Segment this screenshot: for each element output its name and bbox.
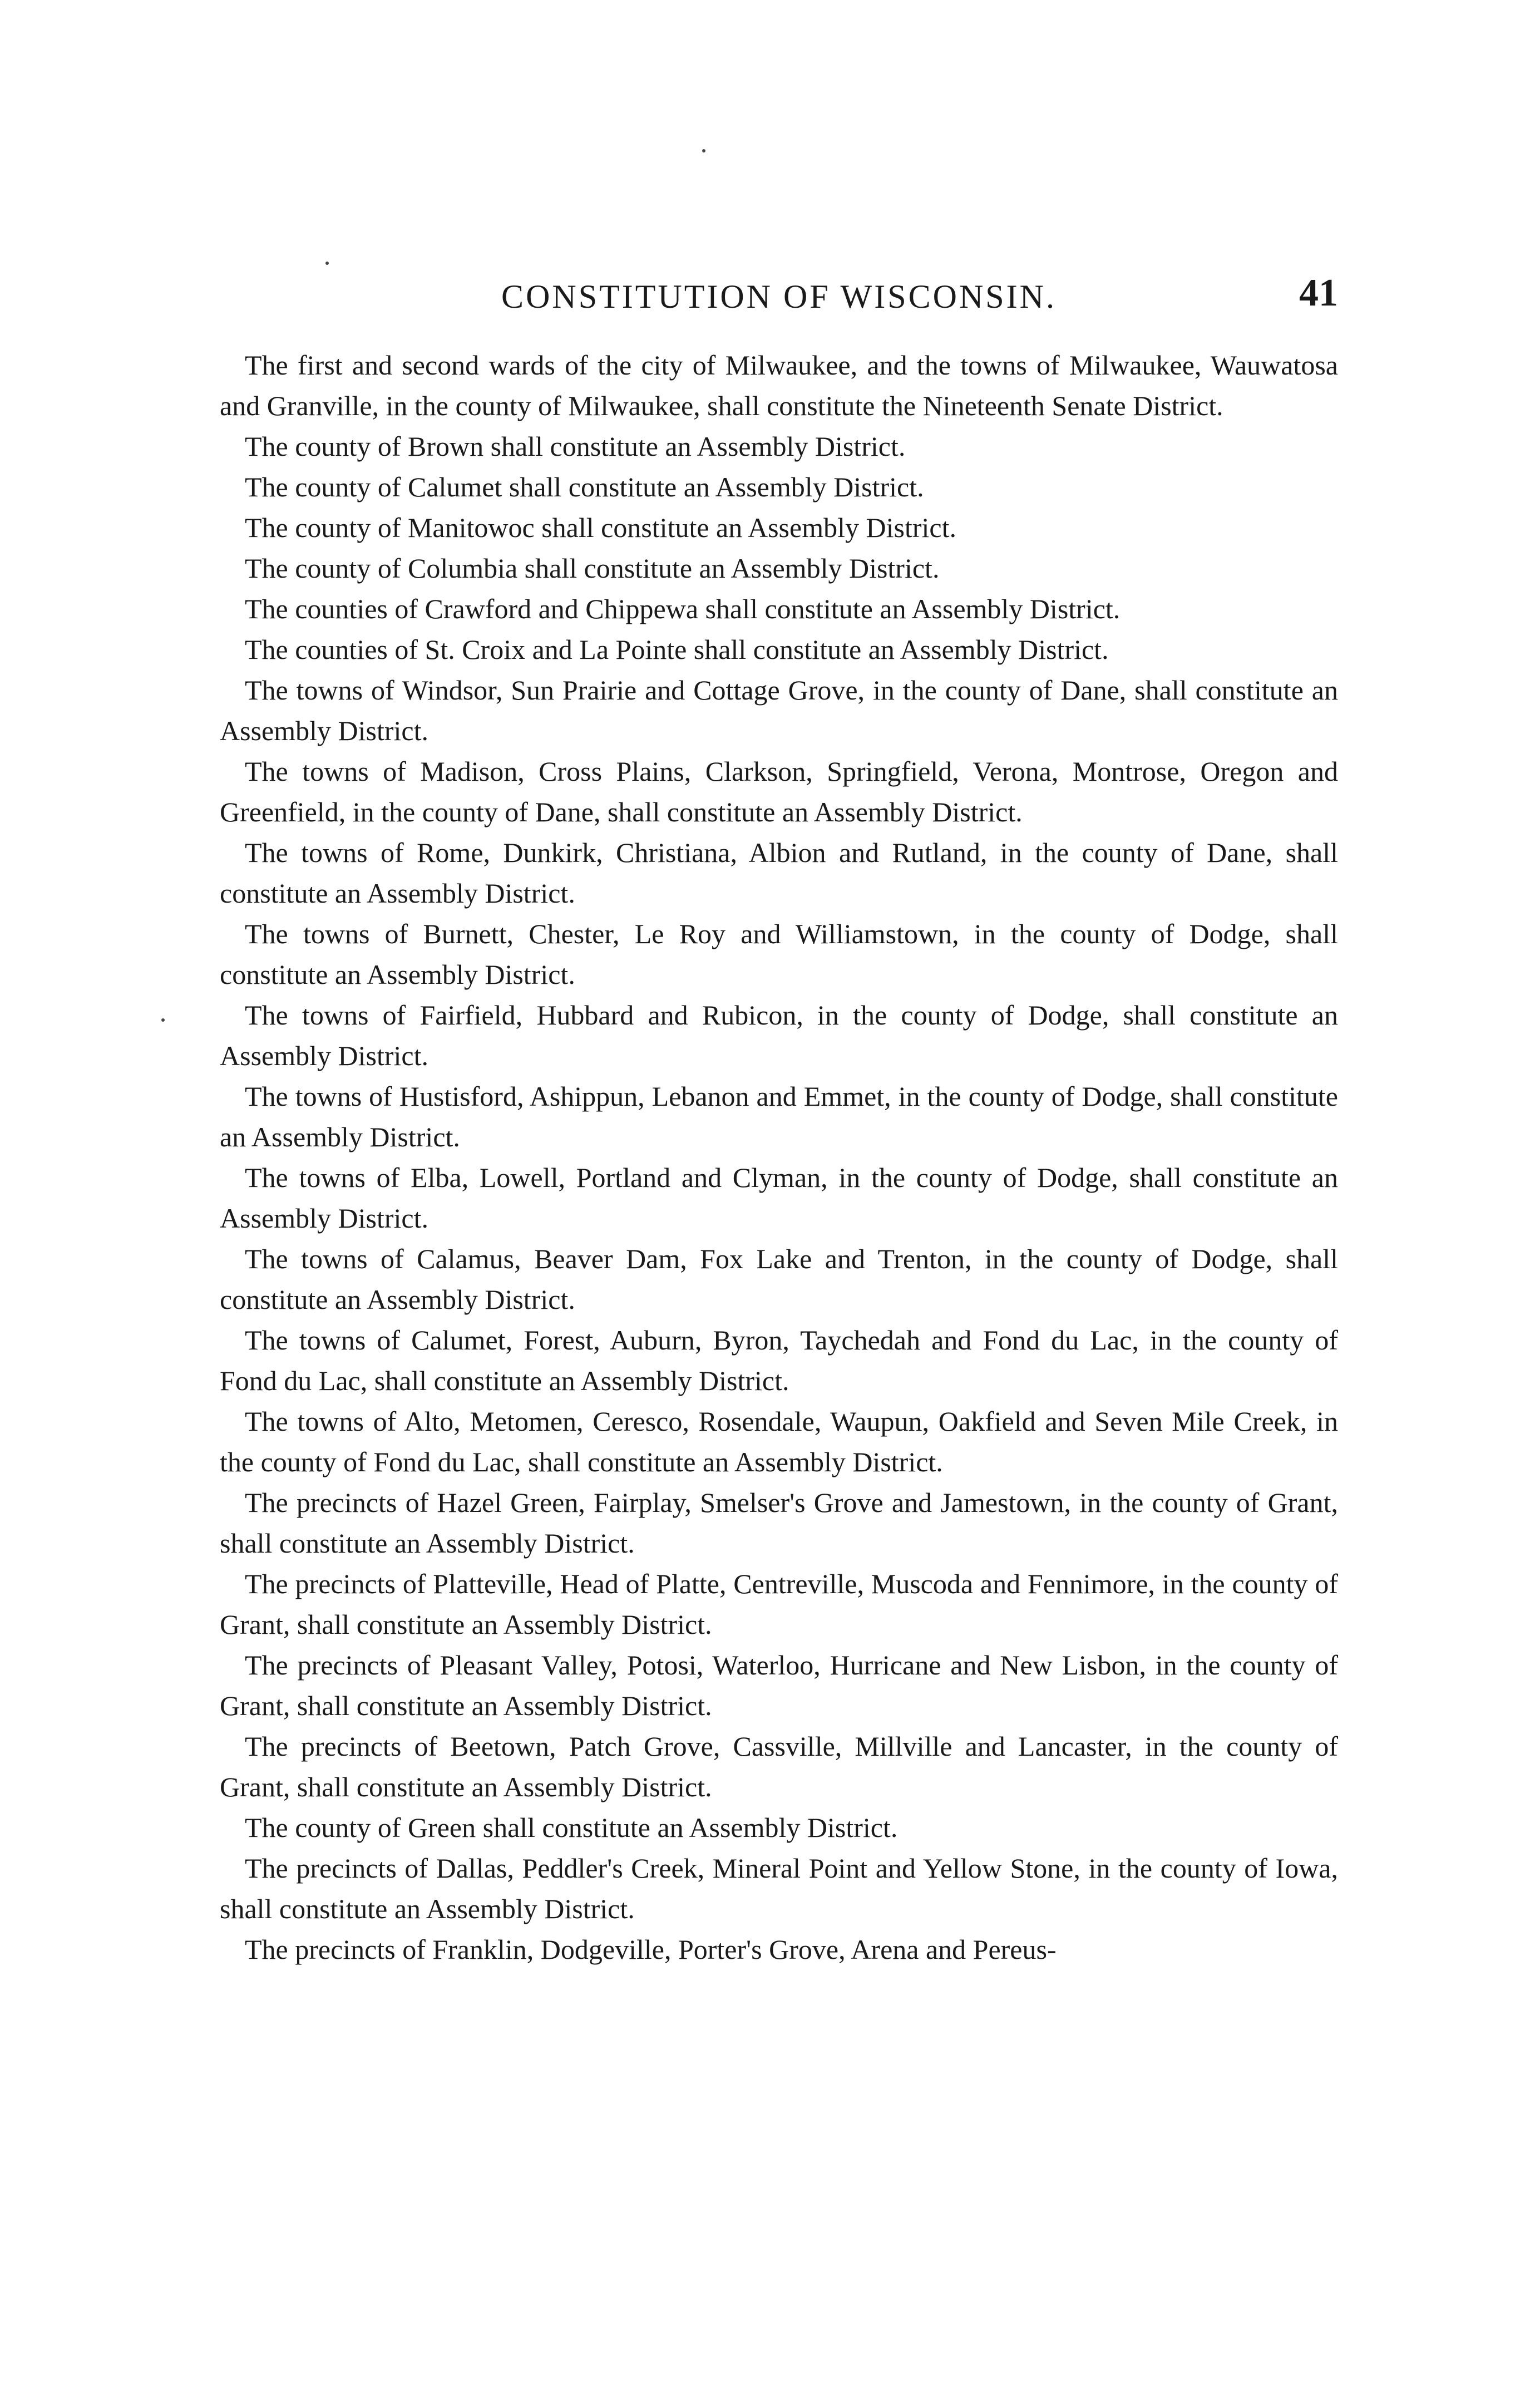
paragraph: The towns of Rome, Dunkirk, Christiana, Albion and Rutland, in the county of Dane, shall constitute an Assembly District. bbox=[220, 837, 1338, 909]
paragraph: The towns of Hustisford, Ashippun, Lebanon and Emmet, in the county of Dodge, shall constitute an Assembly District. bbox=[220, 1081, 1338, 1152]
paragraph: The precincts of Platteville, Head of Platte, Centreville, Muscoda and Fennimore, in the county of Grant, shall constitute an Assembly District. bbox=[220, 1568, 1338, 1640]
paragraph: The towns of Fairfield, Hubbard and Rubicon, in the county of Dodge, shall constitute an Assembly District. bbox=[220, 999, 1338, 1071]
body-text bbox=[220, 345, 1338, 1970]
page-header bbox=[220, 266, 1338, 327]
paragraph: The towns of Burnett, Chester, Le Roy and Williamstown, in the county of Dodge, shall constitute an Assembly District. bbox=[220, 918, 1338, 990]
paragraph: The precincts of Franklin, Dodgeville, Porter's Grove, Arena and Pereus- bbox=[245, 1934, 1057, 1965]
paragraph: The county of Columbia shall constitute an Assembly District. bbox=[245, 553, 940, 584]
paragraph: The county of Manitowoc shall constitute an Assembly District. bbox=[245, 512, 956, 543]
paragraph: The counties of Crawford and Chippewa shall constitute an Assembly District. bbox=[245, 593, 1121, 624]
paragraph: The county of Calumet shall constitute an Assembly District. bbox=[245, 471, 924, 503]
paragraph: The towns of Elba, Lowell, Portland and Clyman, in the county of Dodge, shall constitute an Assembly District. bbox=[220, 1162, 1338, 1234]
paragraph: The counties of St. Croix and La Pointe shall constitute an Assembly District. bbox=[245, 634, 1109, 665]
paragraph: The precincts of Hazel Green, Fairplay, Smelser's Grove and Jamestown, in the county of Grant, shall constitute an Assembly District. bbox=[220, 1487, 1338, 1559]
paragraph: The precincts of Pleasant Valley, Potosi, Waterloo, Hurricane and New Lisbon, in the county of Grant, shall constitute an Assembly District. bbox=[220, 1649, 1338, 1721]
paragraph: The towns of Alto, Metomen, Ceresco, Rosendale, Waupun, Oakfield and Seven Mile Creek, in the county of Fond du Lac, shall constitute an Assembly District. bbox=[220, 1406, 1338, 1477]
page-number: 41 bbox=[1299, 272, 1338, 314]
paragraph: The first and second wards of the city of Milwaukee, and the towns of Milwaukee, Wauwatosa and Granville, in the county of Milwaukee, shall constitute the Nineteenth Senate District. bbox=[220, 349, 1338, 421]
paragraph: The county of Green shall constitute an Assembly District. bbox=[245, 1812, 898, 1843]
paragraph: The towns of Calumet, Forest, Auburn, Byron, Taychedah and Fond du Lac, in the county of Fond du Lac, shall constitute an Assembly District. bbox=[220, 1324, 1338, 1396]
paragraph: The towns of Windsor, Sun Prairie and Cottage Grove, in the county of Dane, shall constitute an Assembly District. bbox=[220, 674, 1338, 746]
print-speck bbox=[325, 262, 329, 265]
paragraph: The towns of Calamus, Beaver Dam, Fox Lake and Trenton, in the county of Dodge, shall constitute an Assembly District. bbox=[220, 1243, 1338, 1315]
print-speck bbox=[161, 1018, 165, 1022]
paragraph: The county of Brown shall constitute an Assembly District. bbox=[245, 431, 906, 462]
paragraph: The towns of Madison, Cross Plains, Clarkson, Springfield, Verona, Montrose, Oregon and Greenfield, in the county of Dane, shall constitute an Assembly District. bbox=[220, 756, 1338, 827]
paragraph: The precincts of Beetown, Patch Grove, Cassville, Millville and Lancaster, in the county of Grant, shall constitute an Assembly District. bbox=[220, 1731, 1338, 1802]
print-speck bbox=[702, 149, 705, 152]
paragraph: The precincts of Dallas, Peddler's Creek, Mineral Point and Yellow Stone, in the county of Iowa, shall constitute an Assembly District. bbox=[220, 1853, 1338, 1924]
running-title: CONSTITUTION OF WISCONSIN. bbox=[501, 278, 1057, 315]
